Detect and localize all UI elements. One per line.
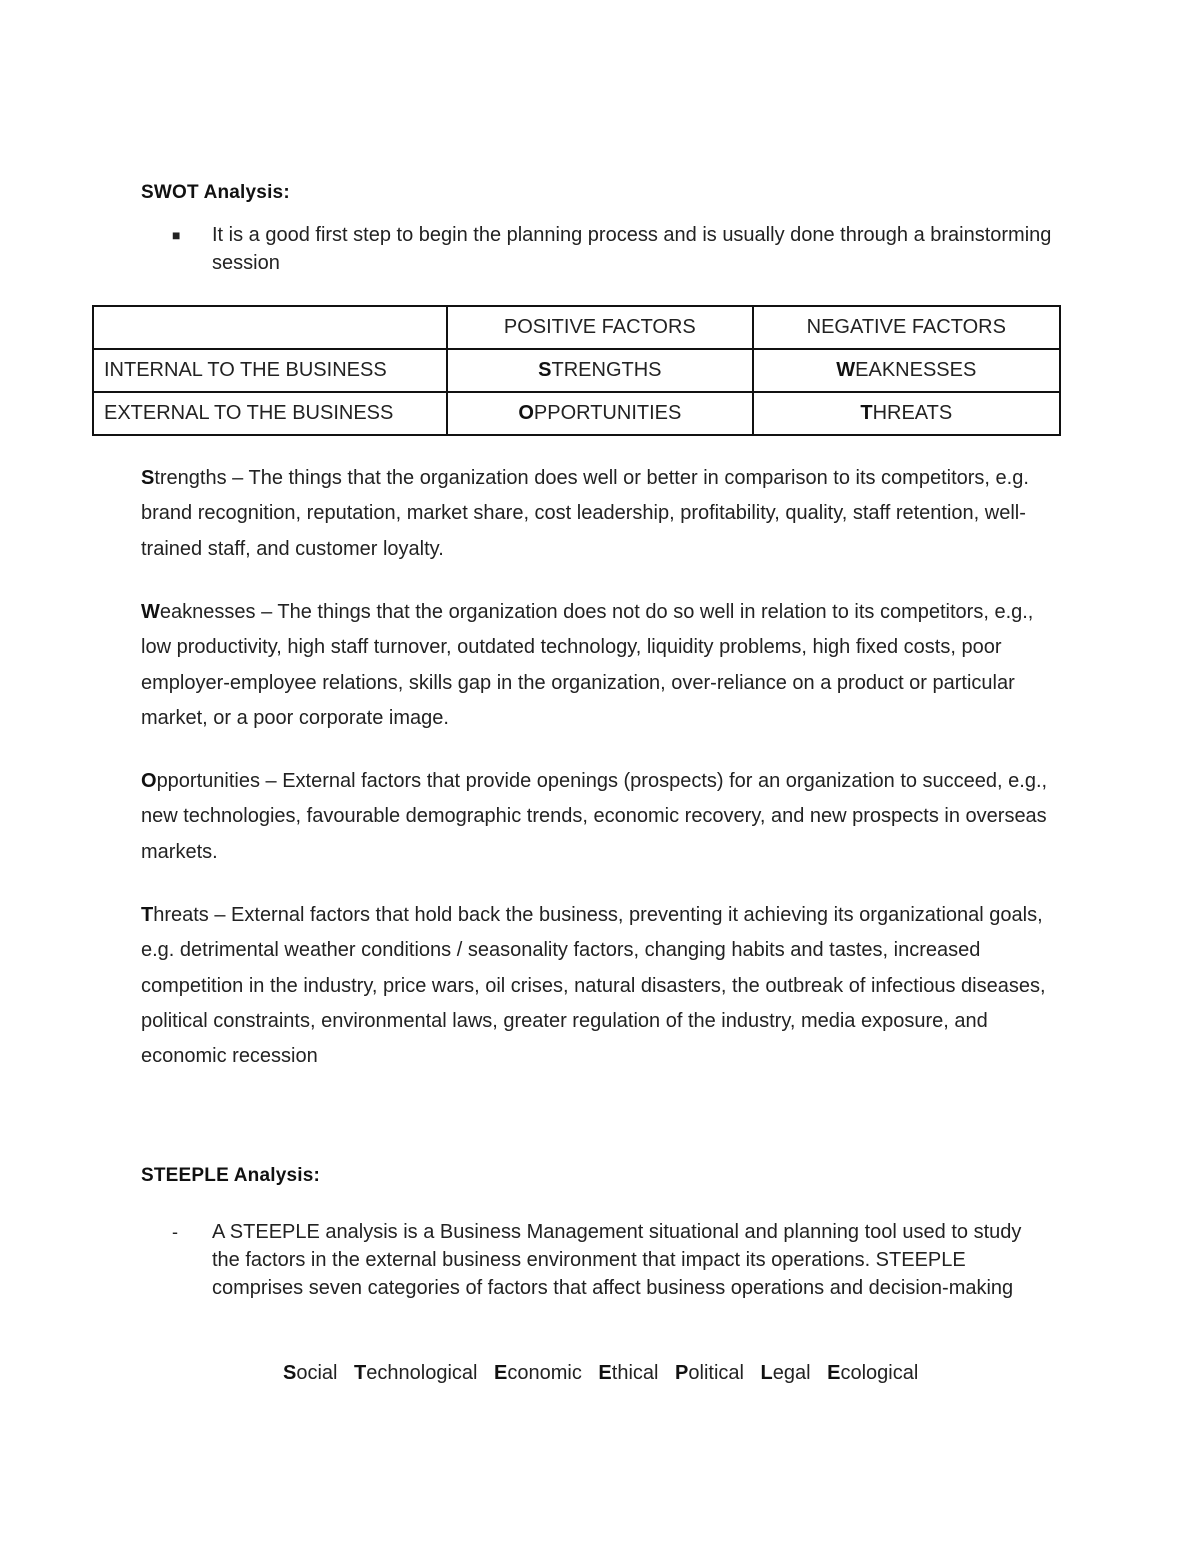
steeple-word-economic: Economic [494, 1362, 582, 1384]
swot-cell-threats: THREATS [753, 392, 1060, 435]
swot-table-header-positive: POSITIVE FACTORS [447, 306, 753, 349]
paragraph-weaknesses: Weaknesses – The things that the organization does not do so well in relation to its competitors, e.g., low productivity, high staff turnover, outdated technology, liquidity problems, high fixed costs, poor employer-employee relations, skills gap in the organization, over-reliance on a product or particular market, or a poor corporate image. [141, 601, 1034, 729]
swot-table-row-internal [93, 349, 1060, 392]
steeple-bullet-text: A STEEPLE analysis is a Business Management situational and planning tool used to study the factors in the external business environment that impact its operations. STEEPLE comprises seven categories of factors that affect business operations and decision-making [212, 1221, 1022, 1299]
swot-cell-strengths: STRENGTHS [447, 349, 753, 392]
swot-table [92, 305, 1061, 436]
steeple-word-ecological: Ecological [827, 1362, 919, 1384]
square-bullet-icon: ■ [172, 227, 181, 243]
steeple-factors-line [283, 1362, 929, 1385]
paragraph-strengths: Strengths – The things that the organization does well or better in comparison to its competitors, e.g. brand recognition, reputation, market share, cost leadership, profitability, quality, staff retention, well-trained staff, and customer loyalty. [141, 467, 1029, 560]
paragraph-opportunities: Opportunities – External factors that provide openings (prospects) for an organization to succeed, e.g., new technologies, favourable demographic trends, economic recovery, and new prospects in overseas markets. [141, 770, 1048, 863]
swot-table-corner-cell [93, 306, 447, 349]
steeple-word-ethical: Ethical [598, 1362, 659, 1384]
swot-table-row-external [93, 392, 1060, 435]
steeple-word-legal: Legal [760, 1362, 811, 1384]
swot-cell-weaknesses: WEAKNESSES [753, 349, 1060, 392]
paragraph-threats: Threats – External factors that hold back the business, preventing it achieving its organizational goals, e.g. detrimental weather conditions / seasonality factors, changing habits and tastes, increased competition in the industry, price wars, oil crises, natural disasters, the outbreak of infectious diseases, political constraints, environmental laws, greater regulation of the industry, media exposure, and economic recession [141, 904, 1046, 1068]
swot-table-header-row [93, 306, 1060, 349]
steeple-bullet [172, 1218, 1052, 1302]
steeple-word-social: Social [283, 1362, 338, 1384]
dash-bullet-icon: - [172, 1222, 178, 1242]
swot-bullet-text: It is a good first step to begin the planning process and is usually done through a brainstorming session [212, 224, 1052, 274]
swot-row-label-internal: INTERNAL TO THE BUSINESS [93, 349, 447, 392]
swot-heading: SWOT Analysis: [141, 182, 290, 203]
steeple-heading: STEEPLE Analysis: [141, 1165, 321, 1186]
steeple-word-political: Political [675, 1362, 744, 1384]
swot-bullet [172, 221, 1052, 277]
swot-table-header-negative: NEGATIVE FACTORS [753, 306, 1060, 349]
steeple-word-technological: Technological [354, 1362, 478, 1384]
swot-cell-opportunities: OPPORTUNITIES [447, 392, 753, 435]
swot-row-label-external: EXTERNAL TO THE BUSINESS [93, 392, 447, 435]
